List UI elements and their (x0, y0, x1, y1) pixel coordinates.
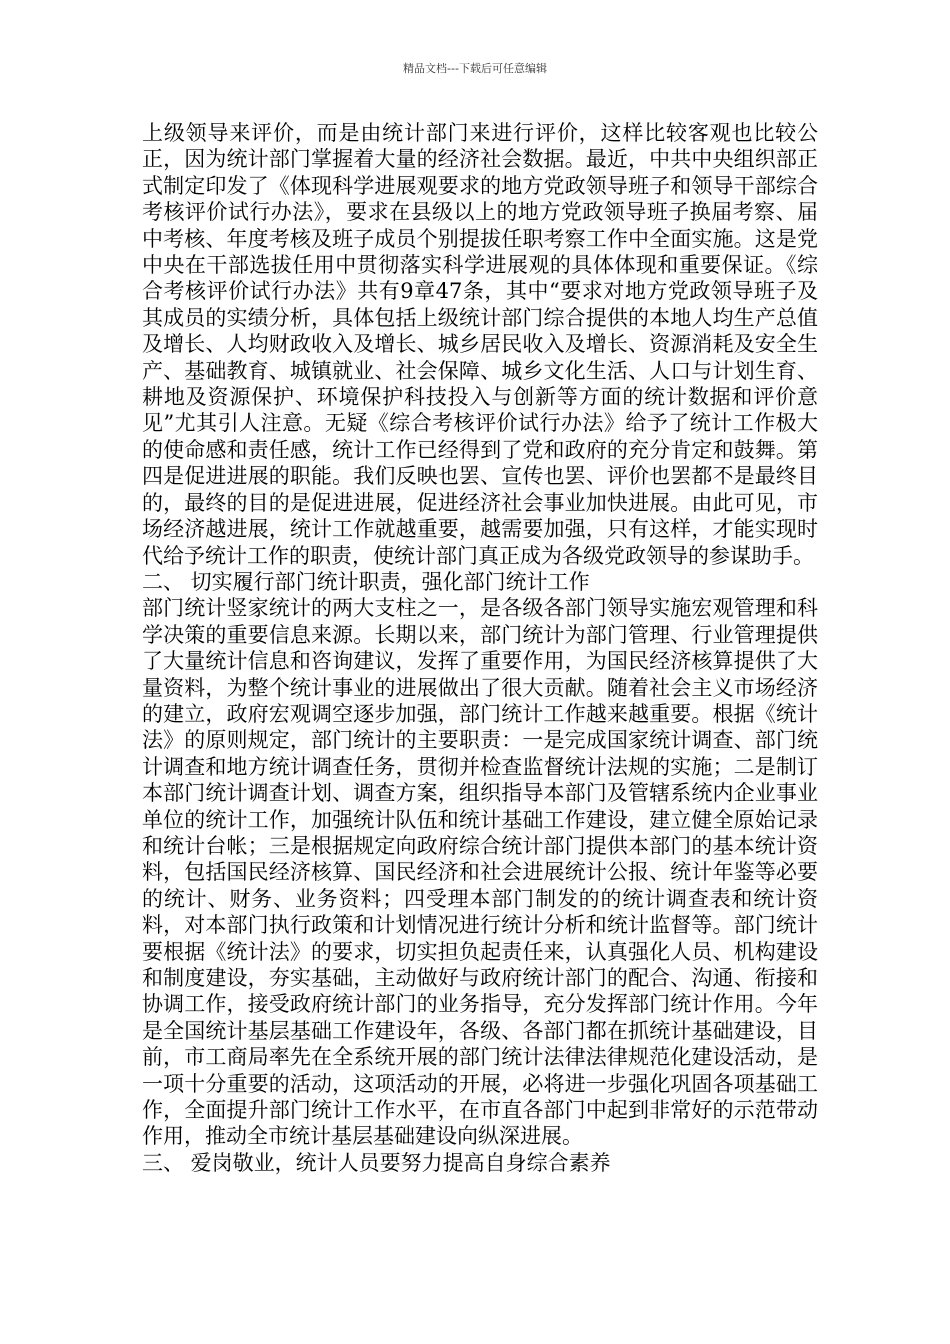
paragraph-1: 上级领导来评价，而是由统计部门来进行评价，这样比较客观也比较公正，因为统计部门掌握着大量的经济社会数据。最近，中共中央组织部正式制定印发了《体现科学进展观要求的地方党政领导班子和领导干部综合考核评价试行办法》，要求在县级以上的地方党政领导班子换届考察、届中考核、年度考核及班子成员个别提拔任职考察工作中全面实施。这是党中央在干部选拔任用中贯彻落实科学进展观的具体体现和重要保证。《综合考核评价试行办法》共有9章47条，其中“要求对地方党政领导班子及其成员的实绩分析，具体包括上级统计部门综合提供的本地人均生产总值及增长、人均财政收入及增长、城乡居民收入及增长、资源消耗及安全生产、基础教育、城镇就业、社会保障、城乡文化生活、人口与计划生育、耕地及资源保护、环境保护科技投入与创新等方面的统计数据和评价意见”尤其引人注意。无疑《综合考核评价试行办法》给予了统计工作极大的使命感和责任感，统计工作已经得到了党和政府的充分肯定和鼓舞。第四是促进进展的职能。我们反映也罢、宣传也罢、评价也罢都不是最终目的，最终的目的是促进进展，促进经济社会事业加快进展。由此可见，市场经济越进展，统计工作就越重要，越需要加强，只有这样，才能实现时代给予统计工作的职责，使统计部门真正成为各级党政领导的参谋助手。 (142, 121, 818, 568)
page-header: 精品文档---下载后可任意编辑 (403, 62, 547, 75)
section-heading-3: 三、 爱岗敬业，统计人员要努力提高自身综合素养 (142, 1150, 611, 1175)
paragraph-2: 部门统计竖家统计的两大支柱之一，是各级各部门领导实施宏观管理和科学决策的重要信息来源。长期以来，部门统计为部门管理、行业管理提供了大量统计信息和咨询建议，发挥了重要作用，为国民经济核算提供了大量资料，为整个统计事业的进展做出了很大贡献。随着社会主义市场经济的建立，政府宏观调空逐步加强，部门统计工作越来越重要。根据《统计法》的原则规定，部门统计的主要职责：一是完成国家统计调查、部门统计调查和地方统计调查任务，贯彻并检查监督统计法规的实施；二是制订本部门统计调查计划、调查方案，组织指导本部门及管辖系统内企业事业单位的统计工作，加强统计队伍和统计基础工作建设，建立健全原始记录和统计台帐；三是根据规定向政府综合统计部门提供本部门的基本统计资料，包括国民经济核算、国民经济和社会进展统计公报、统计年鉴等必要的统计、财务、业务资料；四受理本部门制发的的统计调查表和统计资料，对本部门执行政策和计划情况进行统计分析和统计监督等。部门统计要根据《统计法》的要求，切实担负起责任来，认真强化人员、机构建设和制度建设，夯实基础，主动做好与政府统计部门的配合、沟通、衔接和协调工作，接受政府统计部门的业务指导，充分发挥部门统计作用。今年是全国统计基层基础工作建设年，各级、各部门都在抓统计基础建设，目前，市工商局率先在全系统开展的部门统计法律法律规范化建设活动，是一项十分重要的活动，这项活动的开展，必将进一步强化巩固各项基础工作，全面提升部门统计工作水平，在市直各部门中起到非常好的示范带动作用，推动全市统计基层基础建设向纵深进展。 (142, 596, 818, 1149)
section-heading-2: 二、 切实履行部门统计职责，强化部门统计工作 (142, 569, 590, 594)
document-body (142, 120, 818, 1176)
